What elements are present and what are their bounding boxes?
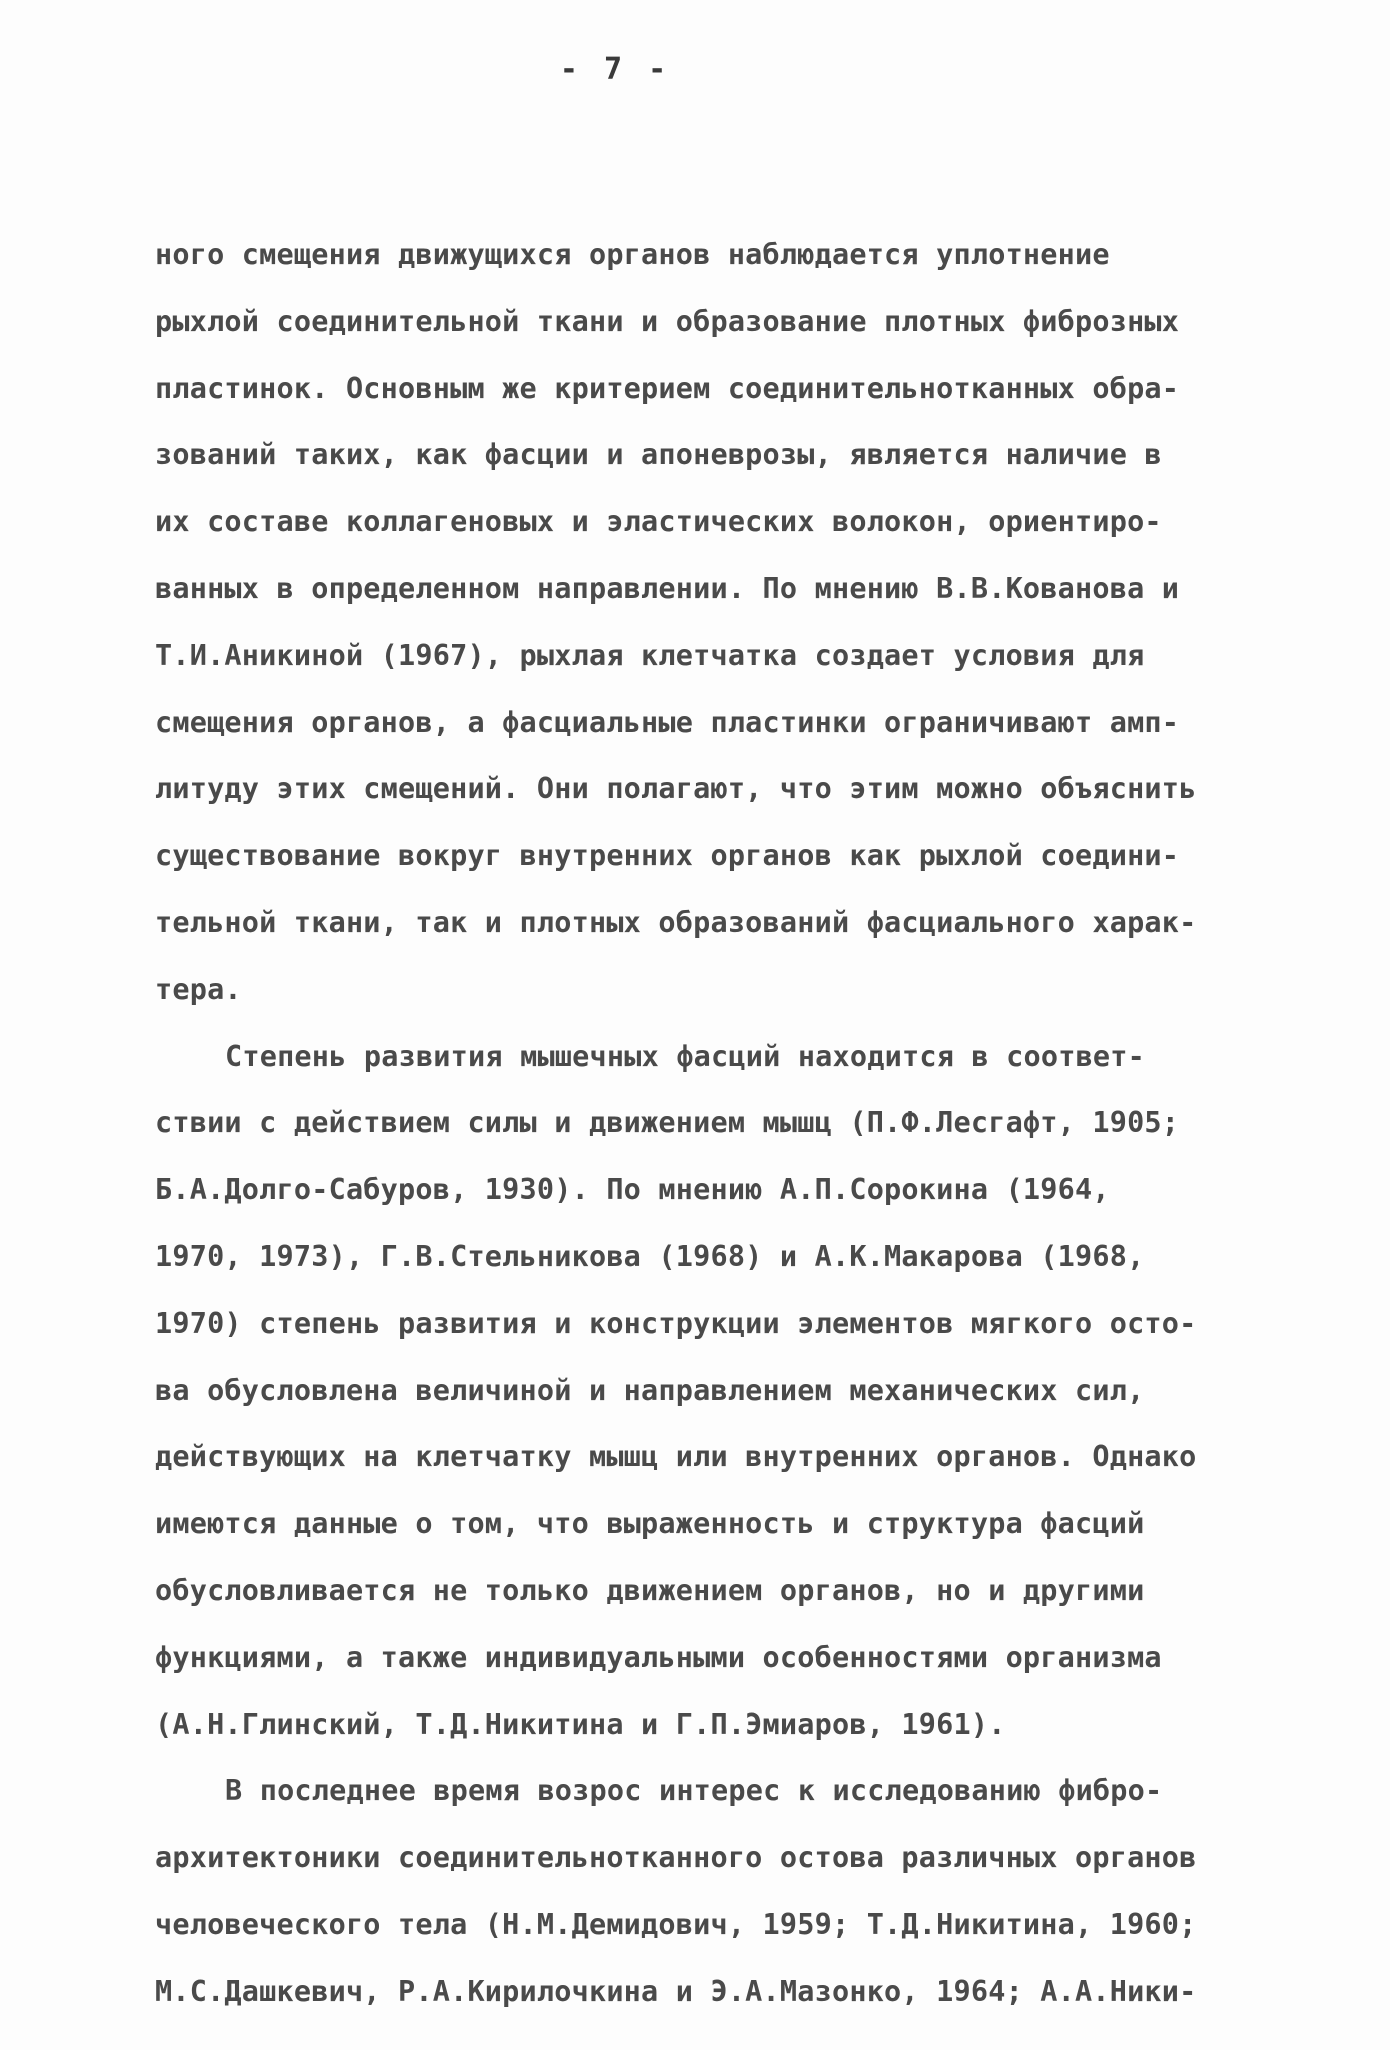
body-text: [155, 222, 1305, 2026]
text-line: архитектоники соединительнотканного остова различных органов: [155, 1841, 1197, 1875]
text-line: В последнее время возрос интерес к исследованию фибро-: [225, 1774, 1163, 1808]
text-line: смещения органов, а фасциальные пластинки ограничивают амп-: [155, 705, 1180, 739]
text-line: Т.И.Аникиной (1967), рыхлая клетчатка создает условия для: [155, 638, 1145, 672]
text-line: Степень развития мышечных фасций находится в соответ-: [225, 1039, 1145, 1073]
text-line: ва обусловлена величиной и направлением механических сил,: [155, 1373, 1145, 1407]
text-line: тера.: [155, 972, 242, 1006]
text-line: М.С.Дашкевич, Р.А.Кирилочкина и Э.А.Мазонко, 1964; А.А.Ники-: [155, 1974, 1197, 2008]
text-line: тельной ткани, так и плотных образований фасциального харак-: [155, 905, 1197, 939]
text-line: их составе коллагеновых и эластических волокон, ориентиро-: [155, 505, 1162, 539]
text-line: ванных в определенном направлении. По мнению В.В.Кованова и: [155, 571, 1180, 605]
text-line: (А.Н.Глинский, Т.Д.Никитина и Г.П.Эмиаров, 1961).: [155, 1707, 1006, 1741]
text-line: пластинок. Основным же критерием соединительнотканных обра-: [155, 371, 1180, 405]
text-line: действующих на клетчатку мышц или внутренних органов. Однако: [155, 1440, 1197, 1474]
text-line: обусловливается не только движением органов, но и другими: [155, 1573, 1145, 1607]
text-line: человеческого тела (Н.М.Демидович, 1959; Т.Д.Никитина, 1960;: [155, 1907, 1197, 1941]
page-number: - 7 -: [559, 52, 671, 87]
text-line: ного смещения движущихся органов наблюдается уплотнение: [155, 238, 1110, 271]
text-line: Б.А.Долго-Сабуров, 1930). По мнению А.П.Сорокина (1964,: [155, 1173, 1110, 1207]
text-line: ствии с действием силы и движением мышц (П.Ф.Лесгафт, 1905;: [155, 1106, 1180, 1140]
text-line: литуду этих смещений. Они полагают, что этим можно объяснить: [155, 772, 1197, 806]
text-line: функциями, а также индивидуальными особенностями организма: [155, 1640, 1162, 1674]
text-line: существование вокруг внутренних органов как рыхлой соедини-: [155, 839, 1180, 873]
text-line: имеются данные о том, что выраженность и структура фасций: [155, 1507, 1145, 1541]
text-line: рыхлой соединительной ткани и образование плотных фиброзных: [155, 304, 1180, 338]
text-line: зований таких, как фасции и апоневрозы, является наличие в: [155, 438, 1162, 472]
text-line: 1970) степень развития и конструкции элементов мягкого осто-: [155, 1306, 1197, 1340]
text-line: 1970, 1973), Г.В.Стельникова (1968) и А.К.Макарова (1968,: [155, 1239, 1145, 1273]
